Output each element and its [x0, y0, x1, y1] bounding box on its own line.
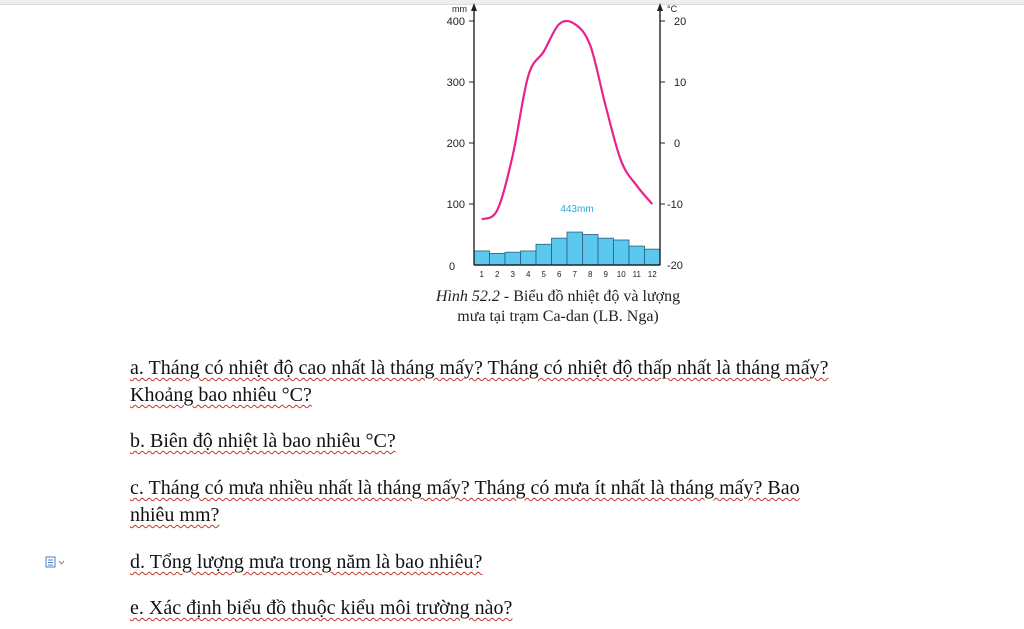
precipitation-bar — [490, 253, 506, 265]
precipitation-bar — [645, 249, 661, 265]
precipitation-bar — [536, 244, 552, 265]
month-label: 1 — [479, 270, 484, 279]
question-b-text: b. Biên độ nhiệt là bao nhiêu °C? — [130, 430, 396, 452]
month-label: 2 — [495, 270, 500, 279]
temperature-tick-label: 20 — [674, 16, 687, 28]
precipitation-bar — [567, 232, 583, 265]
question-e-text: e. Xác định biểu đồ thuộc kiểu môi trường nào? — [130, 597, 513, 619]
month-label: 7 — [572, 270, 577, 279]
question-c[interactable] — [130, 475, 990, 529]
question-a-line1: a. Tháng có nhiệt độ cao nhất là tháng mấy? Tháng có nhiệt độ thấp nhất là tháng mấy? — [130, 357, 829, 379]
question-a-line2: Khoảng bao nhiêu °C? — [130, 384, 312, 406]
month-label: 10 — [616, 270, 626, 279]
temperature-tick-label: -20 — [667, 260, 683, 272]
figure-title-line1: - Biểu đồ nhiệt độ và lượng — [499, 288, 681, 305]
month-label: 11 — [632, 270, 641, 279]
precipitation-unit-label: mm — [452, 4, 467, 14]
precipitation-bar — [552, 238, 568, 265]
climate-chart — [0, 0, 1024, 290]
precipitation-bar — [629, 246, 645, 265]
temperature-tick-label: -10 — [667, 199, 683, 211]
precipitation-bar — [505, 252, 521, 265]
temperature-tick-label: 10 — [674, 77, 687, 89]
question-c-line1: c. Tháng có mưa nhiều nhất là tháng mấy? Tháng có mưa ít nhất là tháng mấy? Bao — [130, 477, 800, 499]
question-b[interactable] — [130, 428, 990, 455]
month-label: 4 — [526, 270, 531, 279]
figure-caption — [388, 287, 728, 327]
month-label: 6 — [557, 270, 562, 279]
precipitation-tick-label: 100 — [446, 199, 465, 211]
question-d[interactable] — [130, 549, 990, 576]
month-label: 8 — [588, 270, 593, 279]
question-c-line2: nhiêu mm? — [130, 504, 220, 526]
figure-number: Hình 52.2 — [435, 288, 500, 305]
precipitation-tick-label: 200 — [446, 138, 465, 150]
right-axis-arrow — [657, 3, 663, 11]
left-axis-arrow — [471, 3, 477, 11]
precipitation-bar — [598, 238, 614, 265]
temperature-tick-label: 0 — [674, 138, 681, 150]
precipitation-tick-label: 300 — [446, 77, 465, 89]
question-e[interactable] — [130, 595, 990, 622]
precipitation-bar — [583, 235, 599, 266]
month-label: 12 — [647, 270, 657, 279]
month-label: 9 — [603, 270, 608, 279]
precipitation-tick-label: 0 — [448, 261, 456, 273]
figure-title-line2: mưa tại trạm Ca-dan (LB. Nga) — [457, 308, 659, 325]
temperature-line — [482, 21, 653, 219]
precipitation-bar — [614, 240, 630, 265]
month-label: 5 — [541, 270, 546, 279]
temperature-unit-label: °C — [667, 4, 678, 14]
precipitation-bar — [521, 251, 537, 265]
precipitation-tick-label: 400 — [446, 16, 465, 28]
month-label: 3 — [510, 270, 515, 279]
question-d-text: d. Tổng lượng mưa trong năm là bao nhiêu? — [130, 551, 483, 573]
document-options-icon[interactable] — [45, 556, 67, 568]
precipitation-bar — [474, 251, 490, 265]
question-a[interactable] — [130, 355, 990, 409]
total-precipitation-label: 443mm — [560, 204, 594, 215]
